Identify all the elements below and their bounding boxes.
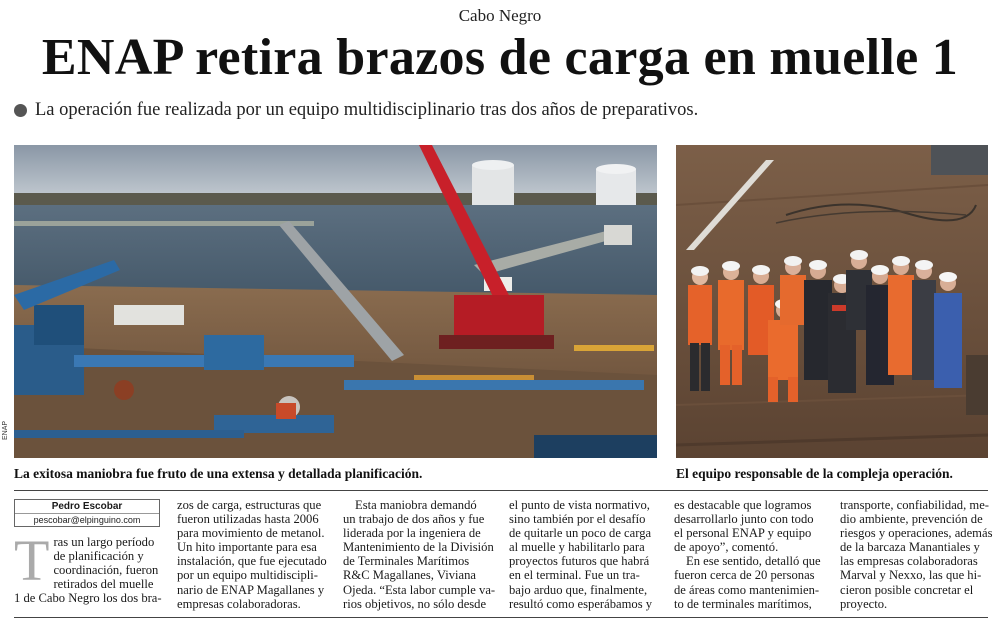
caption-team-photo: El equipo responsable de la compleja operación.: [676, 466, 953, 481]
text-line: Marval y Nexxo, las que hi-: [840, 568, 982, 583]
text-line: coordinación, fueron: [53, 563, 159, 578]
text-line: el punto de vista normativo,: [509, 498, 650, 512]
text-line: las empresas colaboradoras: [840, 554, 978, 569]
text-line: dio ambiente, prevención de: [840, 512, 983, 527]
photo-dock-operation: [14, 145, 657, 458]
text-line: cieron posible concretar el: [840, 582, 974, 597]
article-column-4: [509, 498, 657, 611]
text-line: de la barcaza Manantiales y: [840, 540, 980, 555]
text-line: nario de ENAP Magallanes y: [177, 582, 325, 597]
text-line: instalación, que fue ejecutado: [177, 554, 327, 569]
text-line: sino también por el desafío: [509, 512, 646, 527]
article-column-2: [177, 498, 325, 611]
text-line: bajo arduo que, finalmente,: [509, 582, 648, 597]
text-line: riesgos y operaciones, además: [840, 526, 993, 541]
caption-main-photo: La exitosa maniobra fue fruto de una extensa y detallada planificación.: [14, 466, 423, 481]
subhead-text: La operación fue realizada por un equipo multidisciplinario tras dos años de preparativos.: [35, 100, 699, 120]
text-line: de quitarle un poco de carga: [509, 526, 652, 541]
subhead: [14, 100, 994, 121]
text-line: empresas colaboradoras.: [177, 596, 301, 611]
text-line: ras un largo período: [53, 535, 155, 549]
text-line: Ojeda. “Esta labor cumple va-: [343, 582, 496, 597]
text-line: para movimiento de metanol.: [177, 526, 325, 541]
text-line: fueron cerca de 20 personas: [674, 568, 815, 583]
bullet-icon: [14, 104, 27, 117]
article-column-3: [343, 498, 496, 611]
text-line: por un equipo multidiscipli-: [177, 568, 318, 583]
text-line: transporte, confiabilidad, me-: [840, 498, 989, 512]
text-line: zos de carga, estructuras que: [177, 498, 322, 512]
article-column-6: [840, 498, 993, 611]
text-line: 1 de Cabo Negro los dos bra-: [14, 591, 162, 606]
text-line: R&C Magallanes, Viviana: [343, 568, 476, 583]
section-kicker: Cabo Negro: [458, 6, 542, 25]
byline-box: [14, 499, 160, 527]
author-email[interactable]: pescobar@elpinguino.com: [33, 515, 141, 525]
drop-cap: T: [14, 528, 50, 593]
text-line: rios objetivos, no sólo desde: [343, 596, 487, 611]
text-line: Esta maniobra demandó: [355, 498, 477, 512]
text-line: Un hito importante para esa: [177, 540, 317, 555]
text-line: to de terminales marítimos,: [674, 596, 812, 611]
article-column-1: [14, 528, 162, 606]
text-line: desarrollarlo junto con todo: [674, 512, 814, 527]
text-line: en el terminal. Fue un tra-: [509, 568, 640, 583]
text-line: de Terminales Marítimos: [343, 554, 470, 569]
text-line: fueron utilizadas hasta 2006: [177, 512, 319, 527]
text-line: de áreas como mantenimien-: [674, 582, 820, 597]
text-line: es destacable que logramos: [674, 498, 812, 512]
bottom-divider: [14, 617, 988, 618]
text-line: de planificación y: [53, 549, 144, 564]
photo-credit: ENAP: [2, 420, 9, 440]
photo-team-group: [676, 145, 988, 458]
text-line: un trabajo de dos años y fue: [343, 512, 485, 527]
article-column-5: [674, 498, 822, 611]
author-name: Pedro Escobar: [15, 500, 159, 514]
headline: ENAP retira brazos de carga en muelle 1: [41, 29, 959, 86]
text-line: el personal ENAP y equipo: [674, 526, 812, 541]
text-line: En ese sentido, detalló que: [686, 554, 821, 569]
text-line: proyectos futuros que habrá: [509, 554, 650, 569]
divider: [14, 490, 988, 491]
text-line: de apoyo”, comentó.: [674, 540, 779, 555]
text-line: al muelle y habilitarlo para: [509, 540, 645, 555]
text-line: Mantenimiento de la División: [343, 540, 494, 555]
text-line: proyecto.: [840, 596, 888, 611]
text-line: liderada por la ingeniera de: [343, 526, 481, 541]
text-line: resultó como esperábamos y: [509, 596, 653, 611]
text-line: retirados del muelle: [53, 577, 154, 592]
